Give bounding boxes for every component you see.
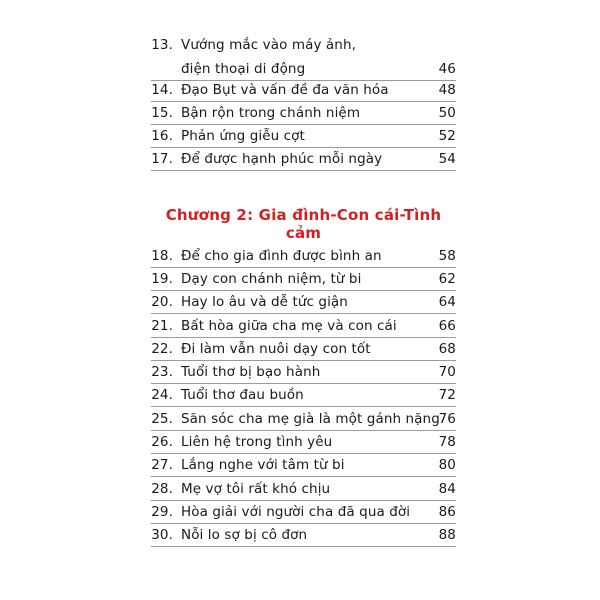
toc-entry-page: 72: [438, 387, 456, 403]
toc-entry-page: 48: [438, 82, 456, 98]
toc-entry-number: 16.: [151, 128, 173, 144]
toc-entry-page: 46: [438, 61, 456, 77]
toc-entry-30: [151, 523, 456, 547]
toc-entry-22: [151, 337, 456, 361]
toc-entry-page: 84: [438, 481, 456, 497]
toc-entry-number: 17.: [151, 151, 173, 167]
toc-entry-number: 18.: [151, 248, 173, 264]
toc-entry-23: [151, 360, 456, 384]
toc-entry-25: [151, 407, 456, 431]
divider: [151, 546, 456, 547]
toc-entry-page: 88: [438, 527, 456, 543]
toc-entry-14: [151, 78, 456, 102]
toc-entry-page: 52: [438, 128, 456, 144]
toc-entry-title: Dạy con chánh niệm, từ bi: [181, 271, 362, 287]
toc-entry-page: 76: [438, 411, 456, 427]
toc-entry-20: [151, 290, 456, 314]
toc-entry-number: 21.: [151, 318, 173, 334]
toc-entry-29: [151, 500, 456, 524]
toc-entry-title: Phản ứng giễu cợt: [181, 128, 305, 144]
toc-entry-number: 19.: [151, 271, 173, 287]
toc-entry-page: 86: [438, 504, 456, 520]
toc-entry-title: Tuổi thơ bị bạo hành: [181, 364, 321, 380]
toc-entry-title: Để cho gia đình được bình an: [181, 248, 382, 264]
toc-entry-title: Mẹ vợ tôi rất khó chịu: [181, 481, 331, 497]
table-of-contents: [151, 0, 456, 600]
toc-entry-title: Liên hệ trong tình yêu: [181, 434, 333, 450]
toc-entry-number: 28.: [151, 481, 173, 497]
toc-entry-page: 54: [438, 151, 456, 167]
divider: [151, 170, 456, 171]
toc-entry-title-line2: điện thoại di động: [181, 61, 306, 77]
toc-entry-title: Vướng mắc vào máy ảnh,: [181, 37, 356, 53]
toc-entry-title: Hòa giải với người cha đã qua đời: [181, 504, 411, 520]
toc-entry-title: Lắng nghe với tâm từ bi: [181, 457, 345, 473]
toc-entry-title: Để được hạnh phúc mỗi ngày: [181, 151, 383, 167]
toc-entry-title: Bất hòa giữa cha mẹ và con cái: [181, 318, 397, 334]
toc-entry-page: 62: [438, 271, 456, 287]
toc-entry-21: [151, 314, 456, 338]
toc-entry-page: 64: [438, 294, 456, 310]
chapter-heading: Chương 2: Gia đình-Con cái-Tình cảm: [165, 206, 442, 242]
toc-entry-page: 78: [438, 434, 456, 450]
toc-entry-page: 70: [438, 364, 456, 380]
toc-entry-16: [151, 124, 456, 148]
toc-entry-page: 68: [438, 341, 456, 357]
toc-entry-number: 15.: [151, 105, 173, 121]
toc-entry-26: [151, 430, 456, 454]
toc-entry-number: 22.: [151, 341, 173, 357]
toc-entry-number: 13.: [151, 37, 173, 53]
toc-entry-page: 58: [438, 248, 456, 264]
toc-entry-number: 30.: [151, 527, 173, 543]
toc-entry-15: [151, 101, 456, 125]
toc-entry-number: 26.: [151, 434, 173, 450]
toc-entry-28: [151, 477, 456, 501]
toc-entry-24: [151, 383, 456, 407]
toc-entry-number: 20.: [151, 294, 173, 310]
toc-entry-title: Tuổi thơ đau buồn: [181, 387, 304, 403]
toc-entry-number: 29.: [151, 504, 173, 520]
toc-entry-number: 23.: [151, 364, 173, 380]
toc-entry-page: 50: [438, 105, 456, 121]
toc-entry-title: Đi làm vẫn nuôi dạy con tốt: [181, 341, 371, 357]
toc-entry-title: Nỗi lo sợ bị cô đơn: [181, 527, 308, 543]
toc-entry-17: [151, 147, 456, 171]
toc-entry-page: 80: [438, 457, 456, 473]
toc-entry-27: [151, 453, 456, 477]
toc-entry-18: [151, 244, 456, 268]
toc-entry-19: [151, 267, 456, 291]
toc-entry-13: [151, 33, 456, 81]
toc-entry-number: 24.: [151, 387, 173, 403]
toc-entry-title: Bận rộn trong chánh niệm: [181, 105, 361, 121]
toc-entry-title: Đạo Bụt và vấn đề đa văn hóa: [181, 82, 389, 98]
toc-entry-number: 27.: [151, 457, 173, 473]
toc-entry-number: 25.: [151, 411, 173, 427]
toc-entry-title: Hay lo âu và dễ tức giận: [181, 294, 348, 310]
toc-entry-title: Săn sóc cha mẹ già là một gánh nặng: [181, 411, 440, 427]
toc-entry-number: 14.: [151, 82, 173, 98]
toc-entry-page: 66: [438, 318, 456, 334]
